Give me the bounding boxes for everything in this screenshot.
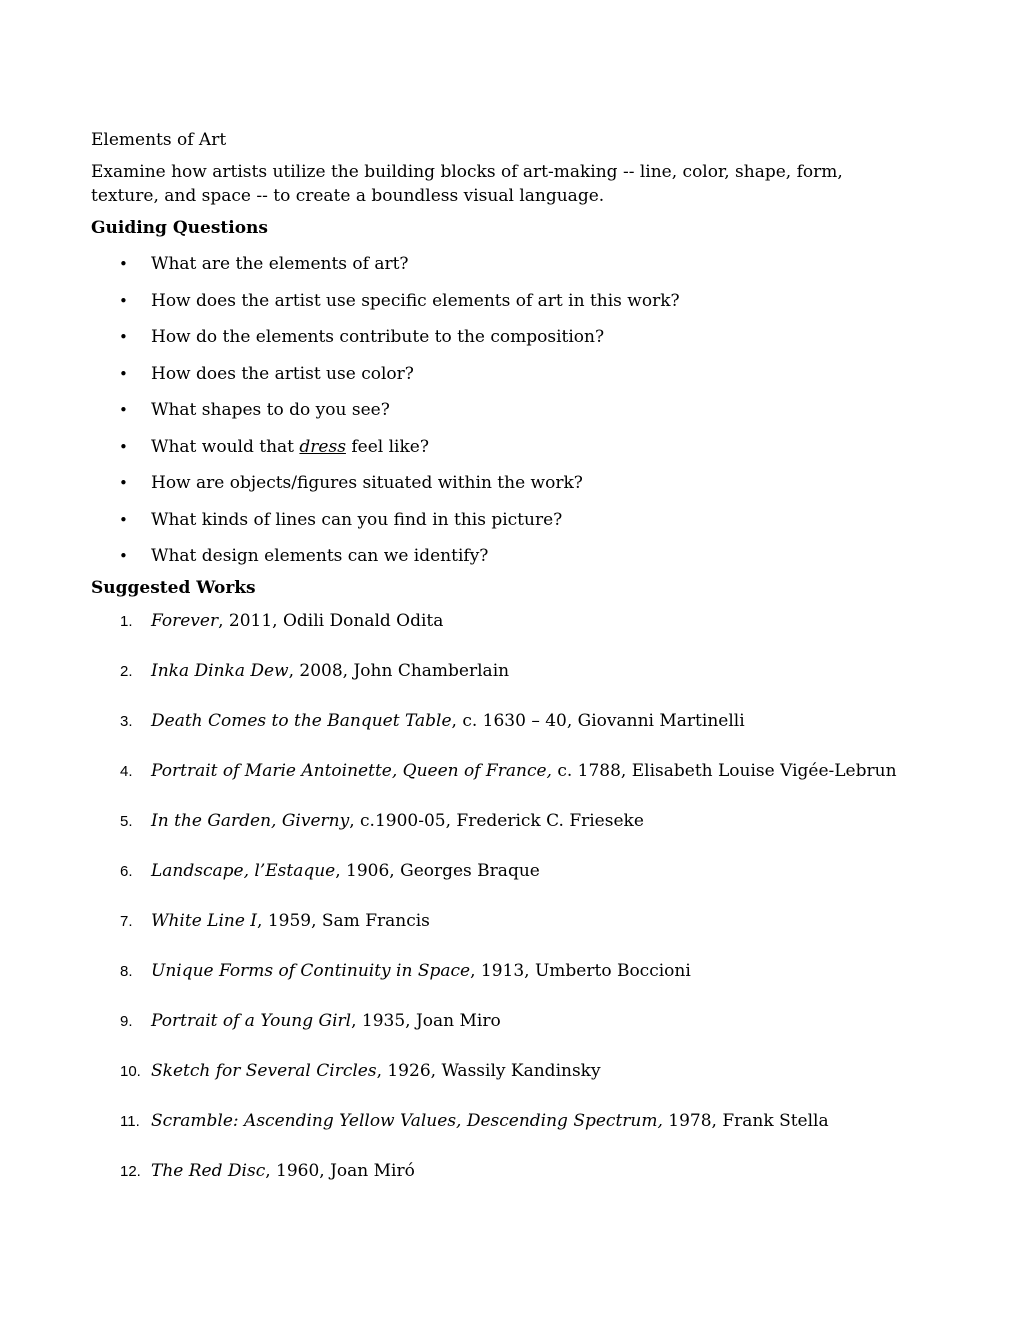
- work-number: 2.: [120, 663, 133, 680]
- work-title: The Red Disc: [151, 1161, 266, 1181]
- bullet-icon: •: [119, 437, 128, 456]
- work-item: [91, 759, 921, 783]
- work-title: Unique Forms of Continuity in Space: [151, 961, 471, 981]
- guiding-questions-heading: Guiding Questions: [91, 218, 268, 238]
- work-details: , 1935, Joan Miro: [351, 1011, 501, 1031]
- work-details: c. 1788, Elisabeth Louise Vigée-Lebrun: [551, 761, 897, 781]
- work-item: [91, 909, 921, 933]
- work-number: 7.: [120, 913, 133, 930]
- bullet-icon: •: [119, 547, 128, 565]
- question-text: What are the elements of art?: [151, 254, 409, 274]
- intro-paragraph: Examine how artists utilize the building blocks of art-making -- line, color, shape, form, texture, and space -- to create a boundless visual language.: [91, 162, 843, 206]
- bullet-icon: •: [119, 364, 128, 383]
- work-details: , 1906, Georges Braque: [335, 861, 540, 881]
- question-item: [91, 544, 921, 568]
- bullet-icon: •: [119, 401, 128, 419]
- question-item: [91, 398, 921, 422]
- bullet-icon: •: [119, 255, 128, 273]
- work-number: 4.: [120, 763, 133, 780]
- work-details: , 2008, John Chamberlain: [288, 661, 510, 681]
- work-item: [91, 1009, 921, 1033]
- work-item: [91, 859, 921, 883]
- bullet-icon: •: [119, 291, 128, 310]
- question-text: How does the artist use specific elements of art in this work?: [151, 290, 680, 311]
- question-item: [91, 289, 921, 313]
- question-text-before: What would that: [151, 436, 300, 457]
- work-details: , c. 1630 – 40, Giovanni Martinelli: [451, 711, 745, 731]
- question-item: [91, 252, 921, 276]
- work-item: [91, 1059, 921, 1083]
- question-item: [91, 362, 921, 386]
- work-number: 6.: [120, 863, 133, 880]
- work-details: 1978, Frank Stella: [662, 1111, 829, 1131]
- guiding-questions-list: [91, 252, 921, 568]
- bullet-icon: •: [119, 510, 128, 529]
- suggested-works-heading: Suggested Works: [91, 578, 256, 598]
- question-item: [91, 508, 921, 532]
- question-text: What design elements can we identify?: [151, 546, 489, 566]
- question-text: How are objects/figures situated within the work?: [151, 473, 583, 493]
- work-number: 1.: [120, 613, 133, 630]
- work-number: 11.: [120, 1113, 140, 1130]
- document-page: [91, 128, 921, 1183]
- suggested-works-list: [91, 609, 921, 1183]
- work-item: [91, 609, 921, 633]
- work-item: [91, 959, 921, 983]
- question-text: How does the artist use color?: [151, 363, 414, 384]
- question-text: How do the elements contribute to the composition?: [151, 327, 605, 347]
- question-text-after: feel like?: [345, 436, 429, 457]
- work-title: Portrait of Marie Antoinette, Queen of France,: [151, 761, 552, 781]
- dress-link[interactable]: dress: [299, 436, 346, 457]
- question-text: What shapes to do you see?: [151, 400, 390, 420]
- work-number: 9.: [120, 1013, 133, 1030]
- work-item: [91, 809, 921, 833]
- work-title: Scramble: Ascending Yellow Values, Descending Spectrum,: [151, 1111, 663, 1131]
- work-item: [91, 659, 921, 683]
- question-item: [91, 435, 921, 459]
- question-item: [91, 471, 921, 495]
- work-title: In the Garden, Giverny: [151, 811, 350, 831]
- work-number: 8.: [120, 963, 133, 980]
- work-title: White Line I: [151, 911, 258, 931]
- work-number: 12.: [120, 1163, 141, 1180]
- work-details: , 1959, Sam Francis: [257, 911, 430, 931]
- work-details: , c.1900-05, Frederick C. Frieseke: [349, 811, 644, 831]
- work-details: , 2011, Odili Donald Odita: [218, 611, 444, 631]
- work-item: [91, 1109, 921, 1133]
- work-item: [91, 1159, 921, 1183]
- work-number: 10.: [120, 1063, 141, 1080]
- work-title: Sketch for Several Circles: [151, 1061, 377, 1081]
- work-details: , 1960, Joan Miró: [265, 1161, 415, 1181]
- bullet-icon: •: [119, 328, 128, 346]
- question-item: [91, 325, 921, 349]
- work-title: Forever: [151, 611, 219, 631]
- work-item: [91, 709, 921, 733]
- work-details: , 1913, Umberto Boccioni: [470, 961, 691, 981]
- page-title: Elements of Art: [91, 130, 227, 150]
- work-title: Portrait of a Young Girl: [151, 1011, 352, 1031]
- work-title: Inka Dinka Dew: [151, 661, 289, 681]
- work-details: , 1926, Wassily Kandinsky: [376, 1061, 601, 1081]
- work-title: Landscape, l’Estaque: [151, 861, 336, 881]
- work-title: Death Comes to the Banquet Table: [151, 711, 452, 731]
- work-number: 3.: [120, 713, 133, 730]
- work-number: 5.: [120, 813, 133, 830]
- bullet-icon: •: [119, 474, 128, 492]
- question-text: What kinds of lines can you find in this picture?: [151, 509, 563, 530]
